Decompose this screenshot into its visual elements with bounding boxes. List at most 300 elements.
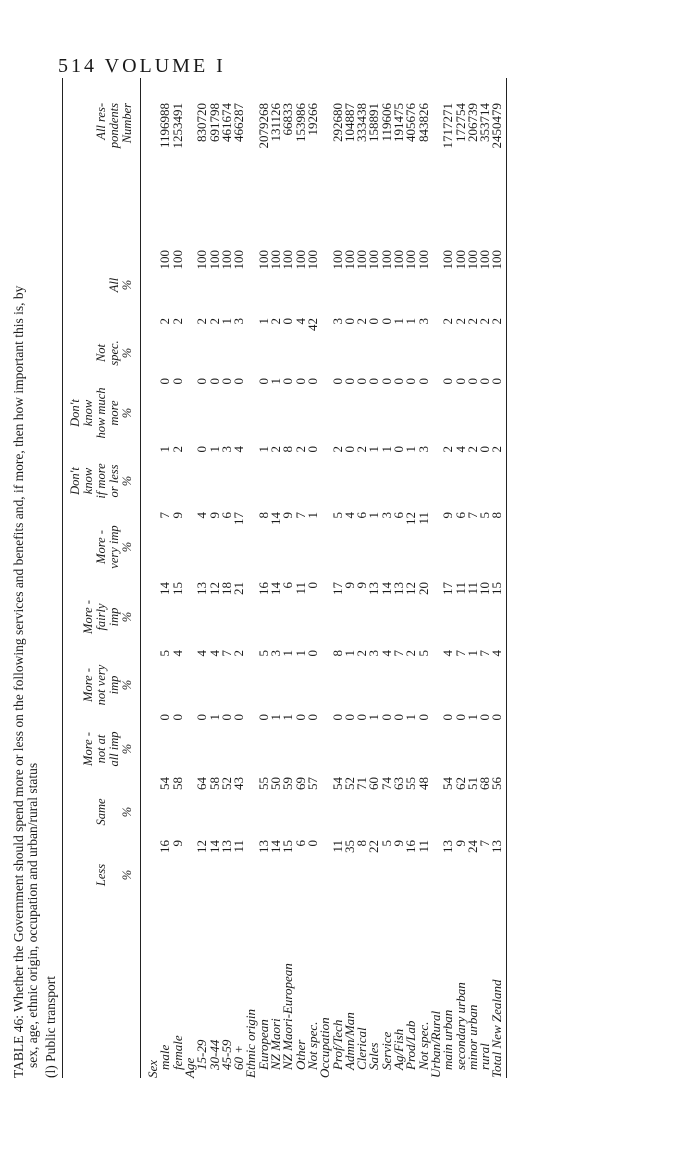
table-cell: 1 (206, 714, 222, 721)
table-cell: 74 (378, 777, 394, 790)
column-header (95, 103, 134, 173)
table-cell: 24 (464, 840, 480, 853)
table-cell: 0 (477, 446, 493, 453)
table-cell: 9 (440, 512, 456, 519)
table-cell: 13 (489, 840, 505, 853)
table-cell: 0 (206, 378, 222, 385)
table-cell: 0 (169, 378, 185, 385)
row-label: Sales (366, 1042, 382, 1070)
table-cell: 2 (206, 318, 222, 325)
column-header-line: % (120, 347, 134, 359)
column-header-line: All (107, 277, 121, 293)
table-cell: 48 (415, 777, 431, 790)
table-cell: 59 (280, 777, 296, 790)
table-cell: 11 (452, 582, 468, 595)
column-header-line: all imp (107, 731, 121, 767)
table-cell: 2 (489, 318, 505, 325)
table-cell: 11 (464, 582, 480, 595)
table-cell: 14 (268, 582, 283, 595)
table-cell: 0 (169, 714, 185, 721)
table-cell: 100 (255, 250, 271, 270)
table-cell: 0 (280, 378, 296, 385)
row-label: 60 + (231, 1044, 247, 1070)
page-header: 514 VOLUME I (58, 55, 226, 77)
column-header-line: % (120, 407, 134, 419)
table-cell: 1 (255, 446, 271, 453)
table-cell: 7 (477, 840, 493, 847)
table-cell: 52 (341, 777, 357, 790)
table-cell: 0 (391, 714, 406, 721)
table-cell: 0 (304, 378, 320, 385)
table-cell: 4 (292, 318, 308, 325)
table-cell: 1 (268, 714, 283, 721)
table-cell: 11 (292, 582, 308, 595)
table-cell: 2 (169, 446, 185, 453)
row-label: Service (378, 1031, 394, 1070)
table-cell: 4 (341, 512, 357, 519)
column-header-line: pondents (107, 103, 121, 149)
row-group-label: Ethnic origin (243, 1009, 259, 1078)
table-cell: 1 (366, 714, 382, 721)
table-cell: 1 (403, 714, 419, 721)
row-label: Prod/Lab (403, 1020, 419, 1070)
table-cell: 2 (464, 446, 480, 453)
table-cell: 50 (268, 777, 283, 790)
table-cell: 7 (218, 650, 234, 657)
table-cell: 6 (452, 512, 468, 519)
table-cell: 1196988 (157, 103, 173, 149)
row-label: female (169, 1035, 185, 1070)
table-cell: 0 (378, 378, 394, 385)
table-cell: 7 (157, 512, 173, 519)
table-cell: 119606 (378, 103, 394, 142)
table-cell: 0 (304, 446, 320, 453)
table-cell: 0 (194, 378, 210, 385)
table-cell: 2 (169, 318, 185, 325)
table-cell: 2079268 (255, 103, 271, 149)
table-cell: 1 (403, 318, 419, 325)
column-header-line: imp (107, 607, 121, 627)
table-cell: 5 (415, 650, 431, 657)
table-cell: 0 (391, 446, 406, 453)
table-cell: 0 (391, 378, 406, 385)
row-label: NZ Maori-European (280, 963, 296, 1070)
table-cell: 6 (391, 512, 406, 519)
table-cell: 13 (440, 840, 456, 853)
table-cell: 14 (268, 512, 283, 525)
table-cell: 353714 (477, 103, 493, 142)
table-cell: 11 (231, 840, 247, 853)
table-cell: 16 (157, 840, 173, 853)
table-cell: 405676 (403, 103, 419, 142)
row-label: 30-44 (206, 1039, 222, 1070)
table-cell: 100 (378, 250, 394, 270)
table-cell: 461674 (218, 103, 234, 142)
table-cell: 158891 (366, 103, 382, 142)
table-cell: 1 (280, 714, 296, 721)
table-cell: 292680 (329, 103, 345, 142)
row-label: 45-59 (218, 1039, 234, 1070)
column-header-line: not very (94, 664, 108, 706)
table-cell: 0 (341, 446, 357, 453)
table-cell: 100 (292, 250, 308, 270)
table-cell: 0 (304, 582, 320, 589)
table-cell: 7 (391, 650, 406, 657)
table-cell: 100 (354, 250, 370, 270)
column-header-line: More - (81, 732, 95, 766)
column-header (82, 650, 134, 720)
row-label: secondary urban (452, 982, 468, 1070)
table-cell: 0 (378, 318, 394, 325)
table-cell: 0 (354, 378, 370, 385)
column-header (69, 378, 134, 448)
table-cell: 55 (255, 777, 271, 790)
column-header-line: % (120, 611, 134, 623)
column-header-line: Number (120, 103, 134, 144)
table-cell: 5 (329, 512, 345, 519)
table-cell: 22 (366, 840, 382, 853)
table-cell: 17 (440, 582, 456, 595)
table-cell: 11 (415, 512, 431, 525)
table-cell: 13 (194, 582, 210, 595)
table-cell: 12 (194, 840, 210, 853)
table-cell: 100 (391, 250, 406, 270)
table-cell: 2 (440, 318, 456, 325)
table-cell: 17 (329, 582, 345, 595)
table-cell: 1 (157, 446, 173, 453)
table-cell: 0 (477, 378, 493, 385)
row-label: rural (477, 1043, 493, 1070)
table-cell: 0 (231, 378, 247, 385)
table-cell: 20 (415, 582, 431, 595)
row-label: Clerical (354, 1027, 370, 1070)
table-cell: 43 (231, 777, 247, 790)
table-cell: 100 (403, 250, 419, 270)
row-label: minor urban (464, 1004, 480, 1070)
table-cell: 691798 (206, 103, 222, 142)
row-label: European (255, 1019, 271, 1070)
column-header-line: % (120, 869, 134, 881)
table-cell: 0 (341, 318, 357, 325)
column-header-line: Same (94, 798, 108, 826)
table-cell: 0 (304, 714, 320, 721)
table-cell: 4 (169, 650, 185, 657)
table-cell: 100 (329, 250, 345, 270)
table-cell: 54 (329, 777, 345, 790)
table-cell: 0 (329, 378, 345, 385)
table-cell: 100 (231, 250, 247, 270)
table-cell: 3 (268, 650, 283, 657)
table-cell: 6 (218, 512, 234, 519)
table-cell: 69 (292, 777, 308, 790)
table-cell: 100 (366, 250, 382, 270)
row-label: NZ Maori (268, 1018, 283, 1070)
table-cell: 100 (489, 250, 505, 270)
row-label: main urban (440, 1009, 456, 1070)
row-label: Prof/Tech (329, 1019, 345, 1070)
column-header (95, 777, 134, 847)
table-cell: 1253491 (169, 103, 185, 149)
table-cell: 3 (231, 318, 247, 325)
row-label: 15-29 (194, 1039, 210, 1070)
table-cell: 9 (169, 512, 185, 519)
table-cell: 2 (268, 318, 283, 325)
table-cell: 0 (157, 714, 173, 721)
column-header (95, 512, 134, 582)
table-cell: 1 (403, 446, 419, 453)
table-cell: 7 (477, 650, 493, 657)
column-header-line: % (120, 279, 134, 291)
table-cell: 466287 (231, 103, 247, 142)
table-cell: 0 (440, 714, 456, 721)
table-cell: 19266 (304, 103, 320, 136)
table-cell: 3 (378, 512, 394, 519)
row-group-label: Sex (145, 1059, 160, 1078)
table-cell: 13 (366, 582, 382, 595)
table-cell: 5 (378, 840, 394, 847)
table-cell: 66833 (280, 103, 296, 136)
column-header-line: More - (81, 668, 95, 702)
row-group-label: Urban/Rural (427, 1010, 443, 1078)
table-cell: 62 (452, 777, 468, 790)
table-subtitle: (l) Public transport (43, 976, 58, 1078)
table-cell: 0 (415, 714, 431, 721)
table-cell: 2 (477, 318, 493, 325)
table-cell: 13 (218, 840, 234, 853)
column-header-line: or less (107, 464, 121, 498)
table-cell: 6 (354, 512, 370, 519)
table-cell: 58 (169, 777, 185, 790)
table-cell: 4 (452, 446, 468, 453)
table-cell: 8 (354, 840, 370, 847)
table-cell: 100 (341, 250, 357, 270)
column-header-line: know (81, 467, 95, 495)
table-cell: 0 (366, 318, 382, 325)
table-cell: 0 (231, 714, 247, 721)
column-header-line: % (120, 679, 134, 691)
table-cell: 11 (415, 840, 431, 853)
table-cell: 2 (157, 318, 173, 325)
table-cell: 100 (477, 250, 493, 270)
row-label: Not spec. (304, 1021, 320, 1070)
table-cell: 0 (304, 840, 320, 847)
column-header-line: Don't (68, 467, 82, 495)
table-cell: 2 (354, 446, 370, 453)
table-cell: 100 (280, 250, 296, 270)
table-cell: 0 (440, 378, 456, 385)
table-cell: 12 (403, 512, 419, 525)
table-cell: 15 (489, 582, 505, 595)
table-cell: 12 (206, 582, 222, 595)
table-cell: 1 (391, 318, 406, 325)
table-cell: 191475 (391, 103, 406, 142)
table-cell: 0 (280, 318, 296, 325)
top-rule (62, 78, 63, 1078)
table-cell: 7 (292, 512, 308, 519)
column-header-line: More - (81, 600, 95, 634)
table-cell: 0 (452, 378, 468, 385)
table-cell: 3 (415, 318, 431, 325)
table-cell: 2 (354, 318, 370, 325)
table-cell: 2 (452, 318, 468, 325)
table-cell: 1 (304, 512, 320, 519)
table-cell: 8 (489, 512, 505, 519)
table-cell: 2 (194, 318, 210, 325)
table-cell: 64 (194, 777, 210, 790)
table-cell: 9 (391, 840, 406, 847)
column-header-line: Less (94, 863, 108, 887)
table-cell: 0 (255, 714, 271, 721)
table-cell: 1 (366, 446, 382, 453)
table-cell: 42 (304, 318, 320, 331)
table-cell: 7 (452, 650, 468, 657)
column-header-line: % (120, 541, 134, 553)
table-caption-cont: sex, age, ethnic origin, occupation and urban/rural status (25, 762, 40, 1068)
table-cell: 2 (268, 446, 283, 453)
table-cell: 9 (452, 840, 468, 847)
table-cell: 206739 (464, 103, 480, 142)
table-cell: 100 (304, 250, 320, 270)
table-cell: 100 (415, 250, 431, 270)
column-header-line: spec. (107, 340, 121, 366)
table-cell: 2 (403, 650, 419, 657)
column-header-line: All res- (94, 103, 108, 140)
table-cell: 3 (218, 446, 234, 453)
table-cell: 100 (452, 250, 468, 270)
table-cell: 13 (255, 840, 271, 853)
table-cell: 2450479 (489, 103, 505, 149)
table-cell: 1 (378, 446, 394, 453)
column-header-line: not at (94, 734, 108, 764)
table-cell: 9 (206, 512, 222, 519)
row-label: Not spec. (415, 1021, 431, 1070)
column-header-line: how much (94, 387, 108, 439)
table-cell: 8 (329, 650, 345, 657)
table-cell: 0 (403, 378, 419, 385)
table-cell: 2 (464, 318, 480, 325)
table-cell: 0 (194, 446, 210, 453)
table-cell: 1 (255, 318, 271, 325)
table-cell: 4 (194, 650, 210, 657)
table-cell: 3 (329, 318, 345, 325)
row-label: Admn/Man (341, 1012, 357, 1070)
table-cell: 14 (378, 582, 394, 595)
table-cell: 0 (354, 714, 370, 721)
table-cell: 0 (329, 714, 345, 721)
table-cell: 7 (464, 512, 480, 519)
table-cell: 830720 (194, 103, 210, 142)
table-cell: 153986 (292, 103, 308, 142)
table-cell: 1 (464, 714, 480, 721)
table-cell: 5 (477, 512, 493, 519)
table-cell: 3 (415, 446, 431, 453)
column-header (69, 446, 134, 516)
table-cell: 333438 (354, 103, 370, 142)
column-header (82, 582, 134, 652)
column-header-line: if more (94, 463, 108, 499)
column-header (108, 250, 134, 320)
column-header-line: very imp (107, 525, 121, 569)
table-cell: 100 (218, 250, 234, 270)
table-cell: 16 (255, 582, 271, 595)
bottom-rule (506, 78, 507, 1078)
table-cell: 0 (378, 714, 394, 721)
table-cell: 9 (341, 582, 357, 589)
table-cell: 51 (464, 777, 480, 790)
table-cell: 56 (489, 777, 505, 790)
table-cell: 15 (169, 582, 185, 595)
table-cell: 0 (366, 378, 382, 385)
table-cell: 60 (366, 777, 382, 790)
table-cell: 4 (378, 650, 394, 657)
row-label: Ag/Fish (391, 1028, 406, 1070)
table-cell: 5 (157, 650, 173, 657)
table-cell: 2 (292, 446, 308, 453)
table-cell: 13 (391, 582, 406, 595)
table-cell: 100 (194, 250, 210, 270)
table-cell: 0 (341, 378, 357, 385)
table-cell: 9 (169, 840, 185, 847)
column-header-line: % (120, 806, 134, 818)
table-cell: 1 (292, 650, 308, 657)
table-cell: 8 (255, 512, 271, 519)
table-cell: 100 (268, 250, 283, 270)
table-cell: 58 (206, 777, 222, 790)
row-label: Total New Zealand (489, 979, 505, 1078)
column-header-line: Not (94, 343, 108, 363)
table-cell: 0 (157, 378, 173, 385)
table-cell: 55 (403, 777, 419, 790)
table-cell: 0 (415, 378, 431, 385)
table-cell: 6 (280, 582, 296, 589)
table-cell: 4 (206, 650, 222, 657)
table-cell: 16 (403, 840, 419, 853)
table-cell: 0 (489, 714, 505, 721)
table-cell: 100 (440, 250, 456, 270)
table-cell: 17 (231, 512, 247, 525)
table-cell: 54 (157, 777, 173, 790)
table-cell: 5 (255, 650, 271, 657)
table-cell: 12 (403, 582, 419, 595)
table-cell: 52 (218, 777, 234, 790)
row-label: male (157, 1044, 173, 1070)
table-cell: 100 (206, 250, 222, 270)
table-cell: 57 (304, 777, 320, 790)
row-group-label: Occupation (317, 1017, 333, 1078)
table-cell: 8 (280, 446, 296, 453)
table-cell: 15 (280, 840, 296, 853)
table-cell: 0 (304, 650, 320, 657)
column-header (95, 318, 134, 388)
table-cell: 172754 (452, 103, 468, 142)
table-cell: 0 (194, 714, 210, 721)
column-header-line: More - (94, 530, 108, 564)
table-cell: 0 (452, 714, 468, 721)
table-cell: 4 (489, 650, 505, 657)
table-cell: 54 (440, 777, 456, 790)
table-cell: 3 (366, 650, 382, 657)
table-cell: 100 (157, 250, 173, 270)
table-cell: 4 (440, 650, 456, 657)
table-cell: 1 (280, 650, 296, 657)
table-cell: 71 (354, 777, 370, 790)
table-cell: 0 (341, 714, 357, 721)
table-cell: 104887 (341, 103, 357, 142)
table-cell: 9 (354, 582, 370, 589)
column-header-line: imp (107, 675, 121, 695)
table-cell: 35 (341, 840, 357, 853)
table-cell: 0 (292, 714, 308, 721)
